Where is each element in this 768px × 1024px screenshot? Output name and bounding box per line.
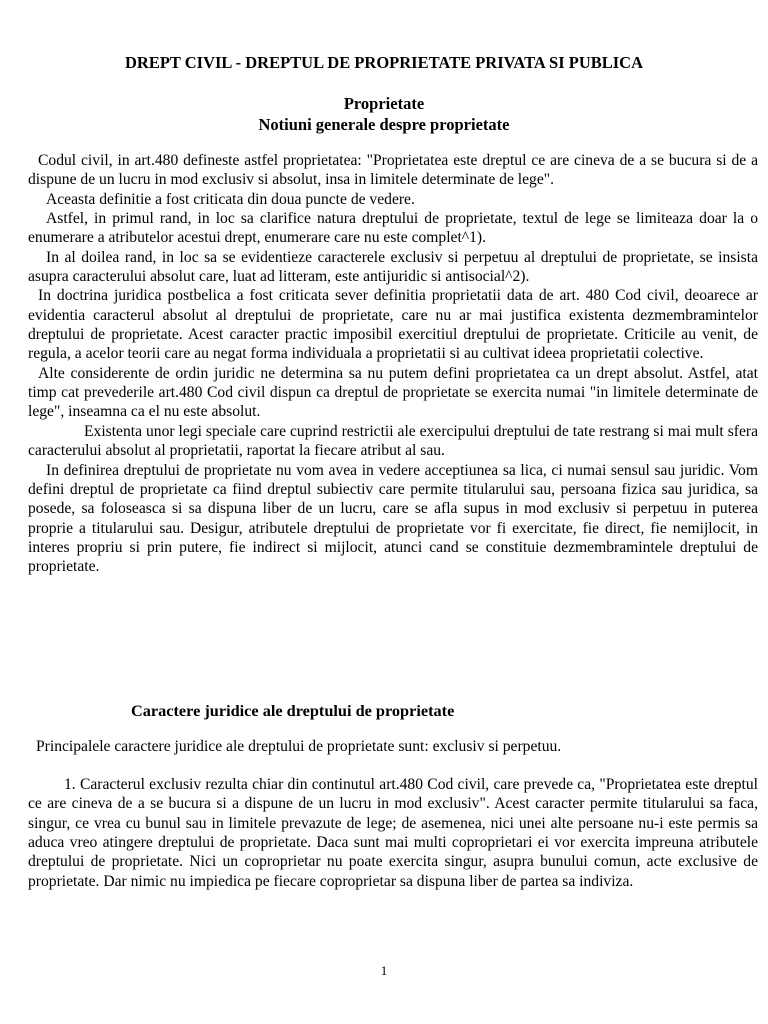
- paragraph: In al doilea rand, in loc sa se evidentieze caracterele exclusiv si perpetuu al dreptului de proprietate, se insista asupra caracterului absolut care, luat ad litteram, este antijuridic si antisocial^2).: [28, 248, 758, 286]
- subheading: Caractere juridice ale dreptului de proprietate: [131, 701, 455, 720]
- body-text: [28, 151, 758, 577]
- paragraph: Codul civil, in art.480 defineste astfel proprietatea: "Proprietatea este dreptul ce are cineva de a se bucura si de a dispune de un lucru in mod exclusiv si absolut, insa in limitele determinate de lege".: [28, 152, 758, 189]
- paragraph: In doctrina juridica postbelica a fost criticata sever definitia proprietatii data de art. 480 Cod civil, deoarece ar evidentia caracterul absolut al dreptului de proprietate, care nu ar mai justifica existenta dezmembramintelor dreptului de proprietate. Acest caracter practic imposibil exercitiul dreptului de proprietate. Criticile au venit, de regula, a acelor teorii care au negat forma individuala a proprietatii si au cultivat ideea proprietatii colective.: [28, 287, 758, 363]
- section-title: [0, 93, 768, 135]
- paragraph: Existenta unor legi speciale care cuprind restrictii ale exercipului dreptului de tate restrang si mai mult sfera caracterului absolut al proprietatii, raportat la fiecare atribut al sau.: [28, 422, 758, 460]
- paragraph: Aceasta definitie a fost criticata din doua puncte de vedere.: [46, 190, 415, 208]
- paragraph: In definirea dreptului de proprietate nu vom avea in vedere acceptiunea sa lica, ci numai sensul sau juridic. Vom defini dreptul de proprietate ca fiind dreptul subiectiv care permite titularului sau, persoana fizica sau juridica, sa posede, sa foloseasca si sa dispuna liber de un lucru, care se afla supus in mod exclusiv si perpetuu in puterea proprie a titularului sau. Desigur, atributele dreptului de proprietate vor fi exercitate, fie direct, fie nemijlocit, in interes propriu si prin putere, fie indirect si mijlocit, atunci cand se constituie dezmembramintele dreptului de proprietate.: [28, 461, 758, 576]
- paragraph: Astfel, in primul rand, in loc sa clarifice natura dreptului de proprietate, textul de lege se limiteaza doar la o enumerare a atributelor acestui drept, enumerare care nu este complet^1).: [28, 210, 758, 247]
- intro-line: Principalele caractere juridice ale dreptului de proprietate sunt: exclusiv si perpetuu.: [36, 738, 562, 755]
- paragraph: Alte considerente de ordin juridic ne determina sa nu putem defini proprietatea ca un drept absolut. Astfel, atat timp cat prevederile art.480 Cod civil dispun ca dreptul de proprietate se exercita numai "in limitele determinate de lege", inseamna ca el nu este absolut.: [28, 364, 758, 421]
- section-subheading: Notiuni generale despre proprietate: [258, 115, 510, 134]
- paragraph: 1. Caracterul exclusiv rezulta chiar din continutul art.480 Cod civil, care prevede ca, "Proprietatea este dreptul ce are cineva de a se bucura si a dispune de un lucru in mod exclusiv". Acest caracter permite titularului sa faca, singur, ce vrea cu bunul sau in limitele prevazute de lege; de asemenea, nici unei alte persoane nu-i este permis sa aduca vreo atingere dreptului de proprietate. Daca sunt mai multi coproprietari ei vor exercita impreuna atributele dreptului de proprietate. Nici un coproprietar nu poate exercita singur, asupra bunului comun, acte exclusive de proprietate. Dar nimic nu impiedica pe fiecare coproprietar sa dispuna liber de partea sa indiviza.: [28, 776, 758, 890]
- body-text-2: [28, 775, 758, 891]
- page-number: 1: [380, 963, 388, 978]
- document-title: DREPT CIVIL - DREPTUL DE PROPRIETATE PRIVATA SI PUBLICA: [124, 53, 643, 72]
- section-heading: Proprietate: [343, 94, 425, 113]
